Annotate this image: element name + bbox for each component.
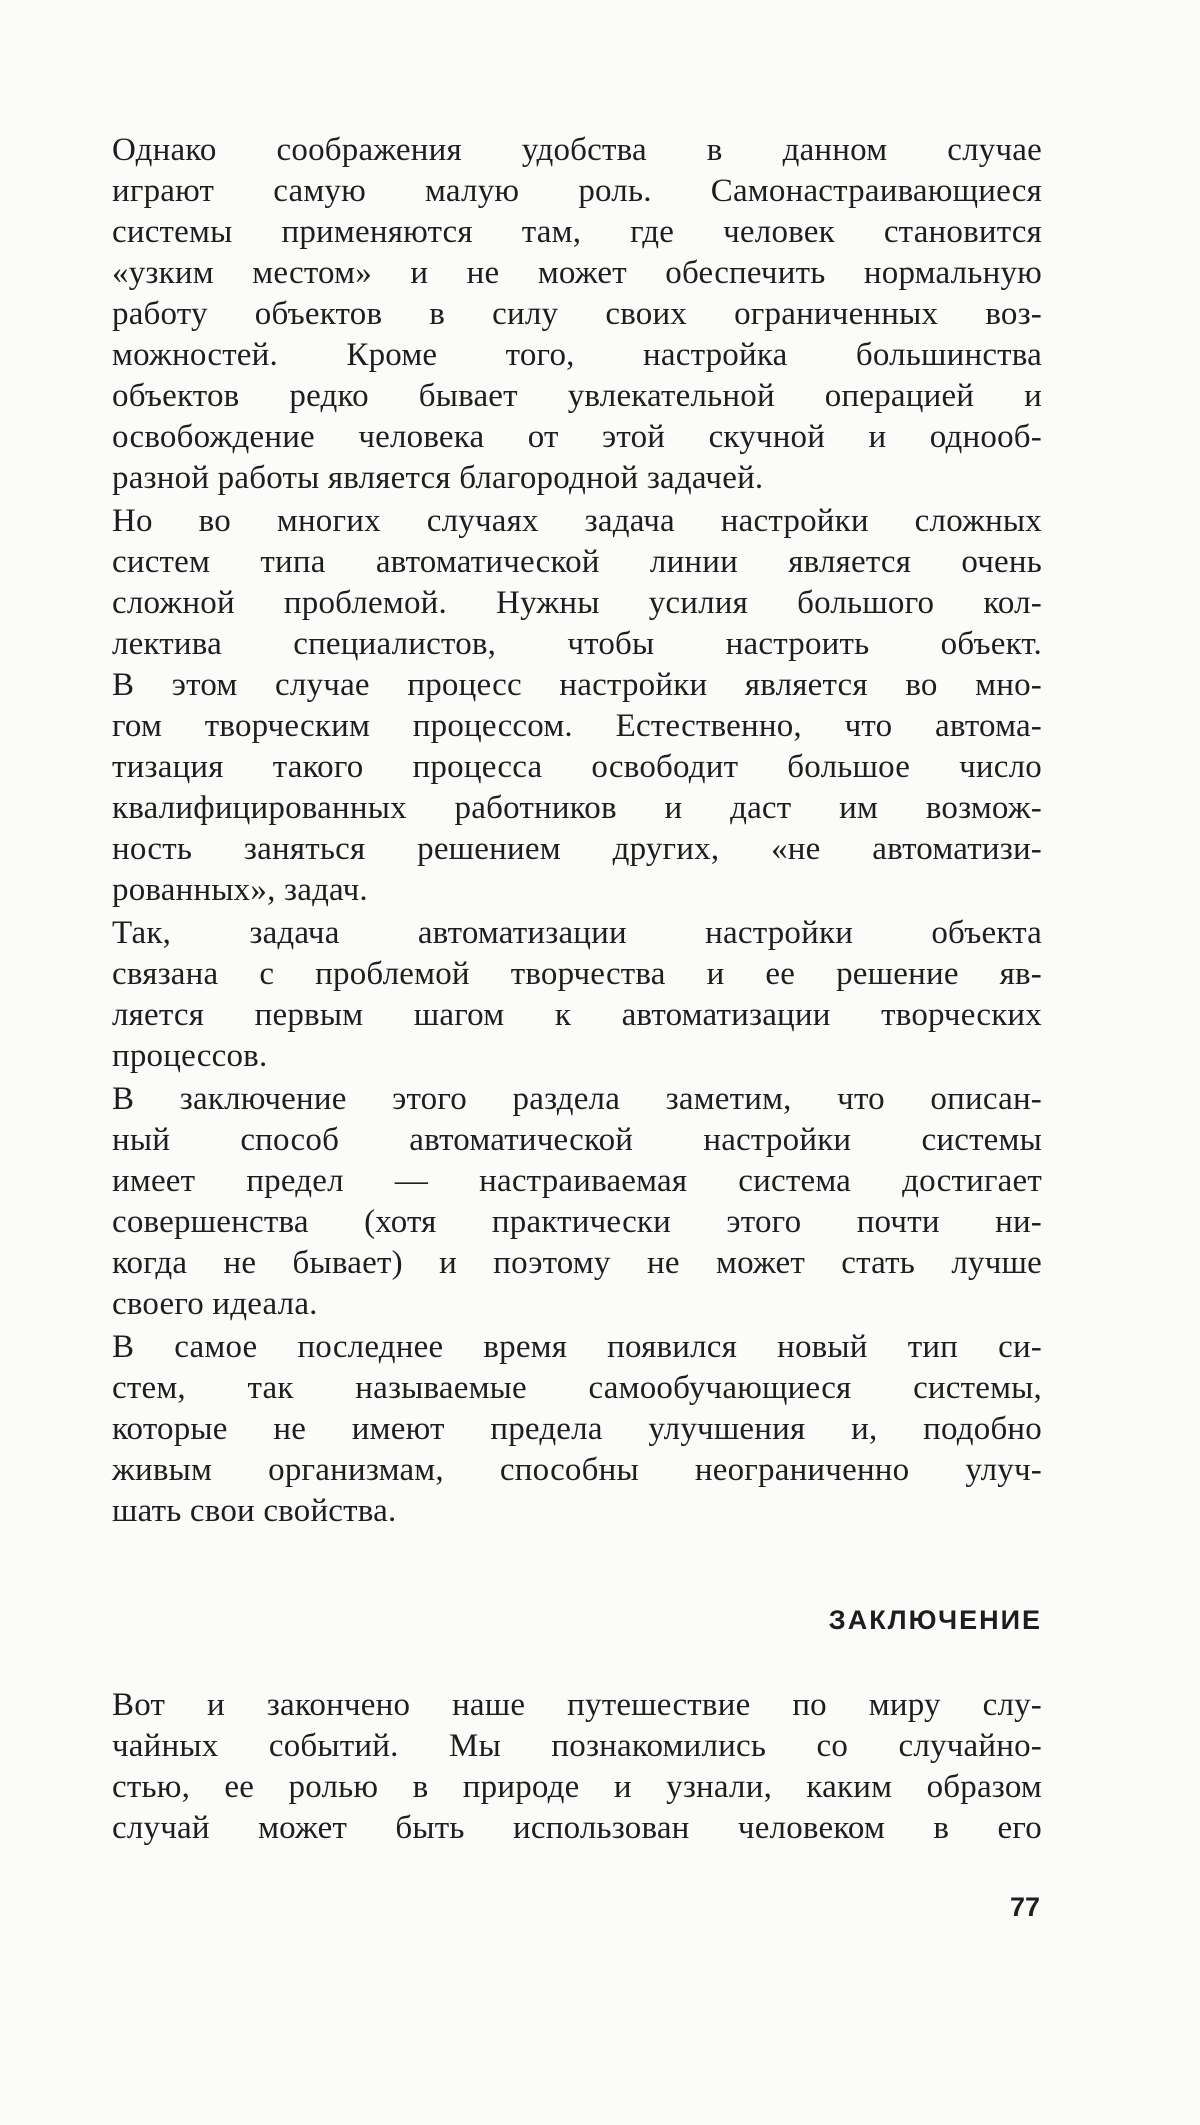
paragraph-1 bbox=[112, 130, 1042, 499]
text-line: Вот и закончено наше путешествие по миру слу- bbox=[112, 1687, 1042, 1723]
text-line: «узким местом» и не может обеспечить нормальную bbox=[112, 255, 1042, 291]
text-line: которые не имеют предела улучшения и, подобно bbox=[112, 1411, 1042, 1447]
body-text bbox=[112, 130, 1042, 1534]
text-line: тизация такого процесса освободит большое число bbox=[112, 749, 1042, 785]
text-line: работу объектов в силу своих ограниченных воз- bbox=[112, 296, 1042, 332]
text-line: Однако соображения удобства в данном случае bbox=[112, 132, 1042, 168]
text-line: стем, так называемые самообучающиеся системы, bbox=[112, 1370, 1042, 1406]
text-line: В самое последнее время появился новый тип си- bbox=[112, 1329, 1042, 1365]
text-line: играют самую малую роль. Самонастраивающиеся bbox=[112, 173, 1042, 209]
text-line: чайных событий. Мы познакомились со случайно- bbox=[112, 1728, 1042, 1764]
text-line: шать свои свойства. bbox=[112, 1493, 397, 1529]
paragraph-5 bbox=[112, 1327, 1042, 1532]
text-line: сложной проблемой. Нужны усилия большого кол- bbox=[112, 585, 1042, 621]
text-line: В заключение этого раздела заметим, что описан- bbox=[112, 1081, 1042, 1117]
text-line: лектива специалистов, чтобы настроить объект. bbox=[112, 626, 1042, 662]
text-line: можностей. Кроме того, настройка большинства bbox=[112, 337, 1042, 373]
text-line: ляется первым шагом к автоматизации творческих bbox=[112, 997, 1042, 1033]
text-line: когда не бывает) и поэтому не может стать лучше bbox=[112, 1245, 1042, 1281]
text-line: В этом случае процесс настройки является во мно- bbox=[112, 667, 1042, 703]
text-line: совершенства (хотя практически этого почти ни- bbox=[112, 1204, 1042, 1240]
text-line: ный способ автоматической настройки системы bbox=[112, 1122, 1042, 1158]
section-heading: ЗАКЛЮЧЕНИЕ bbox=[828, 1605, 1042, 1635]
text-line: рованных», задач. bbox=[112, 872, 368, 908]
text-line: ность заняться решением других, «не автоматизи- bbox=[112, 831, 1042, 867]
text-line: разной работы является благородной задачей. bbox=[112, 460, 764, 496]
text-line: своего идеала. bbox=[112, 1286, 318, 1322]
text-line: системы применяются там, где человек становится bbox=[112, 214, 1042, 250]
page-number: 77 bbox=[1009, 1892, 1040, 1922]
text-line: Так, задача автоматизации настройки объекта bbox=[112, 915, 1042, 951]
text-line: процессов. bbox=[112, 1038, 268, 1074]
text-line: квалифицированных работников и даст им возмож- bbox=[112, 790, 1042, 826]
paragraph-3 bbox=[112, 913, 1042, 1077]
text-line: стью, ее ролью в природе и узнали, каким образом bbox=[112, 1769, 1042, 1805]
text-line: случай может быть использован человеком в его bbox=[112, 1810, 1042, 1846]
text-line: живым организмам, способны неограниченно улуч- bbox=[112, 1452, 1042, 1488]
text-line: объектов редко бывает увлекательной операцией и bbox=[112, 378, 1042, 414]
paragraph-4 bbox=[112, 1079, 1042, 1325]
text-line: связана с проблемой творчества и ее решение яв- bbox=[112, 956, 1042, 992]
text-line: Но во многих случаях задача настройки сложных bbox=[112, 503, 1042, 539]
text-line: гом творческим процессом. Естественно, что автома- bbox=[112, 708, 1042, 744]
paragraph-2 bbox=[112, 501, 1042, 911]
text-line: имеет предел — настраиваемая система достигает bbox=[112, 1163, 1042, 1199]
conclusion-paragraph bbox=[112, 1685, 1042, 1849]
text-line: освобождение человека от этой скучной и однооб- bbox=[112, 419, 1042, 455]
text-line: систем типа автоматической линии является очень bbox=[112, 544, 1042, 580]
